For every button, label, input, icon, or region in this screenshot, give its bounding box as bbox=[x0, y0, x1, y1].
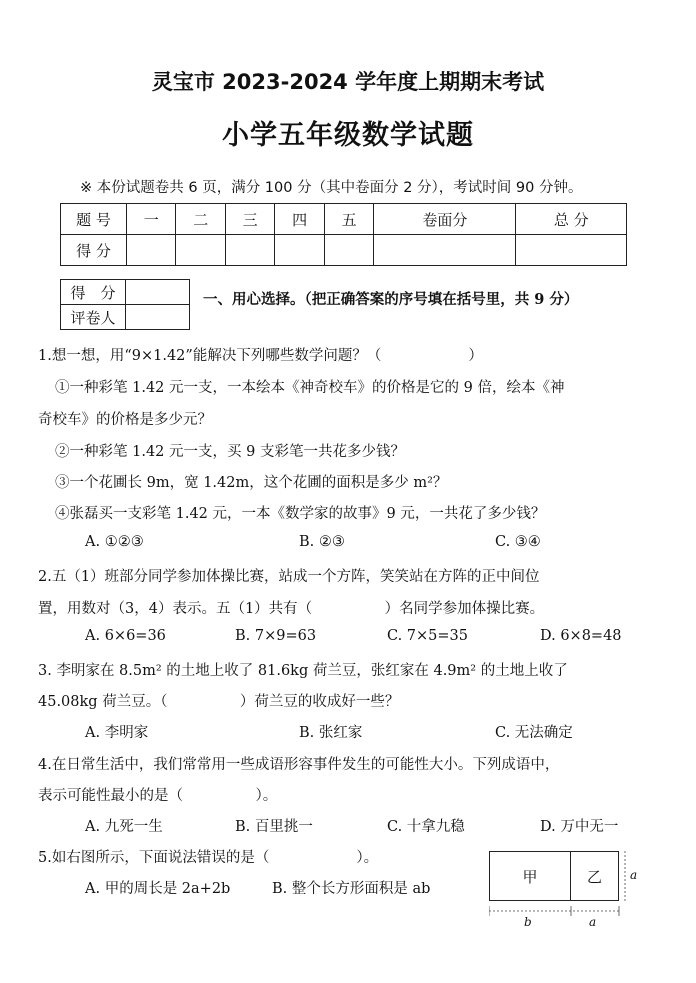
question-2-option-d[interactable]: D. 6×8=48 bbox=[540, 628, 622, 644]
question-3-option-a[interactable]: A. 李明家 bbox=[85, 725, 149, 741]
question-4-option-b[interactable]: B. 百里挑一 bbox=[235, 819, 313, 835]
question-5-option-b[interactable]: B. 整个长方形面积是 ab bbox=[272, 881, 431, 897]
grader-score-cell[interactable] bbox=[126, 280, 190, 305]
score-header-cell: 三 bbox=[225, 204, 274, 235]
figure-dim-b: b bbox=[524, 915, 532, 929]
question-3-stem: 3. 李明家在 8.5m² 的土地上收了 81.6kg 荷兰豆，张红家在 4.9m² 的土地上收了 bbox=[38, 663, 568, 679]
question-4-option-c[interactable]: C. 十拿九稳 bbox=[387, 819, 465, 835]
score-table-score-row bbox=[61, 235, 627, 266]
question-1-item: 奇校车》的价格是多少元？ bbox=[38, 412, 212, 428]
question-5-option-a[interactable]: A. 甲的周长是 2a+2b bbox=[85, 881, 231, 897]
figure-dimension-lines bbox=[489, 851, 639, 931]
exam-notice: ※ 本份试题卷共 6 页，满分 100 分（其中卷面分 2 分），考试时间 90 分钟。 bbox=[80, 180, 583, 196]
score-header-cell: 四 bbox=[275, 204, 324, 235]
score-header-cell: 二 bbox=[176, 204, 225, 235]
score-cell[interactable] bbox=[275, 235, 324, 266]
rectangle-figure bbox=[489, 851, 639, 931]
score-table bbox=[60, 203, 627, 266]
question-3-option-c[interactable]: C. 无法确定 bbox=[495, 725, 573, 741]
exam-subtitle: 小学五年级数学试题 bbox=[222, 120, 474, 151]
question-3-option-b[interactable]: B. 张红家 bbox=[299, 725, 363, 741]
score-header-cell: 总 分 bbox=[516, 204, 627, 235]
figure-label-jia: 甲 bbox=[522, 868, 538, 886]
score-row-label: 得 分 bbox=[61, 235, 127, 266]
question-2-option-a[interactable]: A. 6×6=36 bbox=[85, 628, 166, 644]
question-3-stem: 45.08kg 荷兰豆。（ ）荷兰豆的收成好一些？ bbox=[38, 694, 400, 710]
score-header-cell: 卷面分 bbox=[374, 204, 516, 235]
grader-reviewer-cell[interactable] bbox=[126, 305, 190, 330]
question-1-stem: 1.想一想，用“9×1.42”能解决下列哪些数学问题？（ ） bbox=[38, 348, 483, 364]
score-header-cell: 题 号 bbox=[61, 204, 127, 235]
question-1-item: ②一种彩笔 1.42 元一支，买 9 支彩笔一共花多少钱？ bbox=[55, 444, 405, 460]
question-1-option-b[interactable]: B. ②③ bbox=[299, 534, 345, 550]
question-1-option-a[interactable]: A. ①②③ bbox=[85, 534, 144, 550]
question-4-stem: 4.在日常生活中，我们常常用一些成语形容事件发生的可能性大小。下列成语中， bbox=[38, 757, 560, 773]
score-cell[interactable] bbox=[516, 235, 627, 266]
question-1-item: ④张磊买一支彩笔 1.42 元，一本《数学家的故事》9 元，一共花了多少钱？ bbox=[55, 506, 546, 522]
question-4-stem: 表示可能性最小的是（ ）。 bbox=[38, 788, 278, 804]
question-1-option-c[interactable]: C. ③④ bbox=[495, 534, 541, 550]
section-heading: 一、用心选择。（把正确答案的序号填在括号里，共 9 分） bbox=[203, 291, 579, 308]
question-1-item: ③一个花圃长 9m，宽 1.42m，这个花圃的面积是多少 m²？ bbox=[55, 475, 448, 491]
question-2-stem: 2.五（1）班部分同学参加体操比赛，站成一个方阵，笑笑站在方阵的正中间位 bbox=[38, 569, 540, 585]
figure-label-yi: 乙 bbox=[586, 868, 602, 886]
question-2-stem: 置，用数对（3，4）表示。五（1）共有（ ）名同学参加体操比赛。 bbox=[38, 601, 545, 617]
question-2-option-c[interactable]: C. 7×5=35 bbox=[387, 628, 468, 644]
question-1-item: ①一种彩笔 1.42 元一支，一本绘本《神奇校车》的价格是它的 9 倍，绘本《神 bbox=[55, 380, 565, 396]
grader-reviewer-label: 评卷人 bbox=[61, 305, 126, 330]
question-4-option-d[interactable]: D. 万中无一 bbox=[540, 819, 619, 835]
grader-score-label: 得 分 bbox=[61, 280, 126, 305]
score-cell[interactable] bbox=[127, 235, 176, 266]
score-cell[interactable] bbox=[374, 235, 516, 266]
score-cell[interactable] bbox=[176, 235, 225, 266]
score-cell[interactable] bbox=[225, 235, 274, 266]
question-4-option-a[interactable]: A. 九死一生 bbox=[85, 819, 163, 835]
score-cell[interactable] bbox=[324, 235, 373, 266]
figure-dim-height: a bbox=[630, 868, 638, 882]
score-header-cell: 五 bbox=[324, 204, 373, 235]
exam-title: 灵宝市 2023-2024 学年度上期期末考试 bbox=[151, 70, 545, 94]
grader-table bbox=[60, 279, 190, 330]
score-header-cell: 一 bbox=[127, 204, 176, 235]
question-5-stem: 5.如右图所示，下面说法错误的是（ ）。 bbox=[38, 850, 379, 866]
figure-dim-a: a bbox=[589, 915, 597, 929]
score-table-header-row bbox=[61, 204, 627, 235]
question-2-option-b[interactable]: B. 7×9=63 bbox=[235, 628, 317, 644]
